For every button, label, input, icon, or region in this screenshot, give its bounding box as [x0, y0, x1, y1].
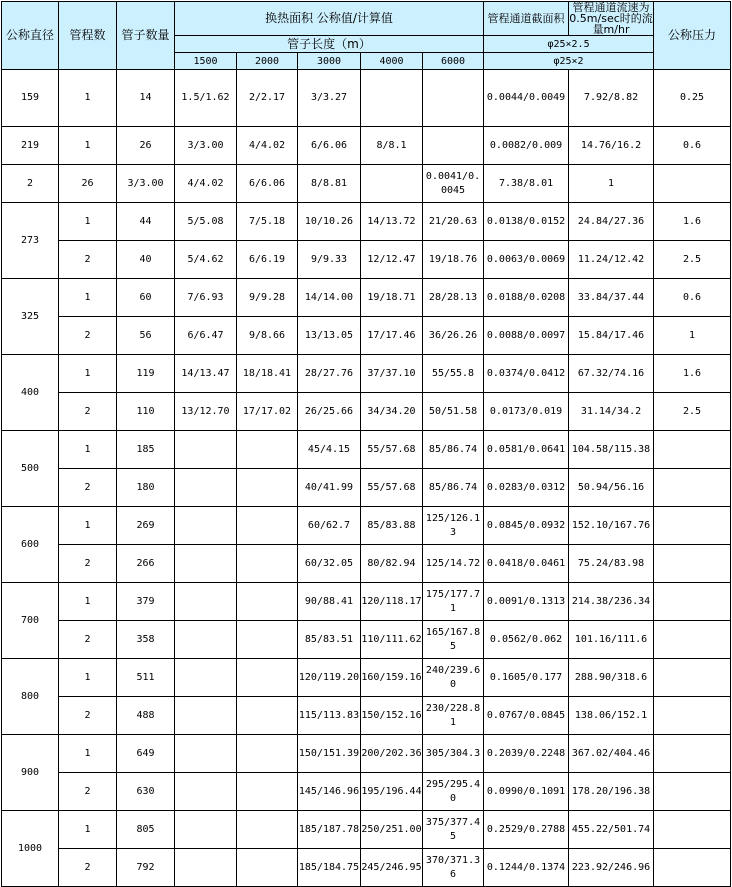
- cell-area-2000: 4/4.02: [237, 127, 298, 165]
- cell-pressure: [654, 811, 731, 849]
- header-flow-rate: 管程通道流速为0.5m/sec时的流量m/hr: [569, 1, 653, 36]
- cell-area-3000: 120/119.20: [298, 659, 361, 697]
- cell-area-3000: 85/83.51: [298, 621, 361, 659]
- cell-passes: 1: [59, 507, 117, 545]
- cell-area-6000: [423, 127, 484, 165]
- cell-area-1500: [175, 545, 237, 583]
- cell-pressure: 0.6: [654, 127, 731, 165]
- cell-area-6000: 175/177.71: [423, 583, 484, 621]
- header-tube-length: 管子长度（m）: [175, 36, 484, 53]
- cell-area-2000: 9/9.28: [237, 279, 298, 317]
- cell-area-3000: 115/113.83: [298, 697, 361, 735]
- cell-area-3000: 26/25.66: [298, 393, 361, 431]
- cell-area-1500: [175, 773, 237, 811]
- table-row: [2, 621, 731, 659]
- cell-pressure: 1.6: [654, 203, 731, 241]
- table-row: [2, 545, 731, 583]
- cell-area-3000: 13/13.05: [298, 317, 361, 355]
- cell-flow-area: 0.0767/0.0845: [484, 697, 569, 735]
- header-tube-spec-b: φ25×2: [484, 53, 654, 70]
- cell-tube-count: 792: [117, 849, 175, 887]
- cell-area-6000: 165/167.85: [423, 621, 484, 659]
- header-length-2000: 2000: [237, 53, 298, 70]
- cell-flow-rate: 11.24/12.42: [569, 241, 654, 279]
- cell-area-4000: 55/57.68: [361, 469, 423, 507]
- cell-flow-rate: 14.76/16.2: [569, 127, 654, 165]
- cell-area-4000: 85/83.88: [361, 507, 423, 545]
- cell-pressure: 1: [654, 317, 731, 355]
- cell-passes: 2: [59, 241, 117, 279]
- table-row: [2, 507, 731, 545]
- cell-area-2000: [237, 697, 298, 735]
- cell-pressure: [654, 431, 731, 469]
- cell-nominal-diameter: 159: [2, 70, 59, 127]
- cell-area-6000: [423, 70, 484, 127]
- cell-tube-count: 511: [117, 659, 175, 697]
- table-row: [2, 127, 731, 165]
- cell-pressure: [654, 469, 731, 507]
- table-row: [2, 279, 731, 317]
- cell-tube-count: 266: [117, 545, 175, 583]
- table-row: [2, 355, 731, 393]
- table-row: [2, 849, 731, 887]
- cell-passes: 2: [59, 697, 117, 735]
- cell-area-4000: 17/17.46: [361, 317, 423, 355]
- cell-area-1500: [175, 735, 237, 773]
- cell-flow-rate: 104.58/115.38: [569, 431, 654, 469]
- cell-tube-count: 358: [117, 621, 175, 659]
- cell-flow-rate: 223.92/246.96: [569, 849, 654, 887]
- cell-tube-count: 40: [117, 241, 175, 279]
- table-row: [2, 659, 731, 697]
- cell-flow-area: 0.0173/0.019: [484, 393, 569, 431]
- cell-nominal-diameter: 400: [2, 355, 59, 431]
- table-row: [2, 165, 731, 203]
- cell-area-1500: 5/5.08: [175, 203, 237, 241]
- cell-flow-area: 0.0082/0.009: [484, 127, 569, 165]
- cell-flow-rate: 15.84/17.46: [569, 317, 654, 355]
- cell-flow-rate: 214.38/236.34: [569, 583, 654, 621]
- cell-pressure: [654, 545, 731, 583]
- cell-tube-count: 185: [117, 431, 175, 469]
- cell-nominal-diameter: 700: [2, 583, 59, 659]
- cell-passes: 1: [59, 811, 117, 849]
- table-row: [2, 241, 731, 279]
- cell-tube-count: 119: [117, 355, 175, 393]
- cell-tube-count: 3/3.00: [117, 165, 175, 203]
- cell-flow-area: 0.0088/0.0097: [484, 317, 569, 355]
- cell-passes: 26: [59, 165, 117, 203]
- cell-flow-area: 0.2039/0.2248: [484, 735, 569, 773]
- cell-tube-count: 805: [117, 811, 175, 849]
- cell-flow-area: 0.1605/0.177: [484, 659, 569, 697]
- cell-tube-count: 649: [117, 735, 175, 773]
- cell-area-2000: 2/2.17: [237, 70, 298, 127]
- cell-nominal-diameter: 800: [2, 659, 59, 735]
- cell-area-6000: 19/18.76: [423, 241, 484, 279]
- cell-area-1500: 7/6.93: [175, 279, 237, 317]
- cell-area-2000: [237, 583, 298, 621]
- cell-area-4000: 14/13.72: [361, 203, 423, 241]
- cell-area-2000: [237, 431, 298, 469]
- cell-area-6000: 0.0041/0.0045: [423, 165, 484, 203]
- cell-area-1500: 4/4.02: [175, 165, 237, 203]
- cell-passes: 1: [59, 355, 117, 393]
- cell-area-4000: 120/118.17: [361, 583, 423, 621]
- cell-flow-area: 0.0581/0.0641: [484, 431, 569, 469]
- cell-area-6000: 230/228.81: [423, 697, 484, 735]
- cell-area-2000: [237, 545, 298, 583]
- cell-flow-area: 7.38/8.01: [484, 165, 569, 203]
- cell-tube-count: 379: [117, 583, 175, 621]
- cell-area-3000: 145/146.96: [298, 773, 361, 811]
- cell-passes: 1: [59, 279, 117, 317]
- cell-tube-count: 180: [117, 469, 175, 507]
- cell-area-1500: 5/4.62: [175, 241, 237, 279]
- cell-area-4000: [361, 70, 423, 127]
- cell-passes: 1: [59, 583, 117, 621]
- header-row: [2, 2, 731, 36]
- cell-flow-rate: 178.20/196.38: [569, 773, 654, 811]
- cell-pressure: 0.6: [654, 279, 731, 317]
- header-tube-count: 管子数量: [117, 2, 175, 70]
- table-row: [2, 431, 731, 469]
- cell-area-3000: 8/8.81: [298, 165, 361, 203]
- cell-area-6000: 85/86.74: [423, 469, 484, 507]
- cell-area-2000: [237, 507, 298, 545]
- cell-flow-area: 0.0091/0.1313: [484, 583, 569, 621]
- cell-area-1500: [175, 811, 237, 849]
- table-row: [2, 70, 731, 127]
- cell-passes: 1: [59, 735, 117, 773]
- cell-area-6000: 21/20.63: [423, 203, 484, 241]
- cell-nominal-diameter: 219: [2, 127, 59, 165]
- cell-area-3000: 45/4.15: [298, 431, 361, 469]
- cell-pressure: [654, 507, 731, 545]
- cell-passes: 2: [59, 317, 117, 355]
- table-row: [2, 773, 731, 811]
- cell-area-1500: [175, 621, 237, 659]
- cell-flow-rate: 138.06/152.1: [569, 697, 654, 735]
- cell-tube-count: 56: [117, 317, 175, 355]
- cell-area-2000: [237, 849, 298, 887]
- cell-area-2000: 6/6.06: [237, 165, 298, 203]
- cell-area-6000: 125/126.13: [423, 507, 484, 545]
- cell-area-6000: 370/371.36: [423, 849, 484, 887]
- cell-area-1500: [175, 469, 237, 507]
- cell-tube-count: 60: [117, 279, 175, 317]
- cell-flow-rate: 7.92/8.82: [569, 70, 654, 127]
- cell-area-3000: 10/10.26: [298, 203, 361, 241]
- cell-flow-rate: 75.24/83.98: [569, 545, 654, 583]
- cell-pressure: [654, 165, 731, 203]
- cell-area-3000: 6/6.06: [298, 127, 361, 165]
- table-row: [2, 697, 731, 735]
- cell-area-4000: 110/111.62: [361, 621, 423, 659]
- cell-flow-area: 0.0283/0.0312: [484, 469, 569, 507]
- table-row: [2, 317, 731, 355]
- cell-passes: 2: [59, 621, 117, 659]
- cell-pressure: [654, 849, 731, 887]
- cell-pressure: [654, 583, 731, 621]
- cell-flow-area: 0.0138/0.0152: [484, 203, 569, 241]
- cell-passes: 1: [59, 203, 117, 241]
- cell-tube-count: 14: [117, 70, 175, 127]
- cell-area-4000: 19/18.71: [361, 279, 423, 317]
- cell-tube-count: 630: [117, 773, 175, 811]
- cell-area-2000: [237, 621, 298, 659]
- cell-area-4000: 34/34.20: [361, 393, 423, 431]
- cell-area-3000: 9/9.33: [298, 241, 361, 279]
- cell-area-4000: 160/159.16: [361, 659, 423, 697]
- cell-area-4000: [361, 165, 423, 203]
- cell-area-1500: [175, 583, 237, 621]
- cell-pressure: 0.25: [654, 70, 731, 127]
- cell-area-3000: 90/88.41: [298, 583, 361, 621]
- cell-area-4000: 80/82.94: [361, 545, 423, 583]
- cell-area-4000: 245/246.95: [361, 849, 423, 887]
- header-heat-area: 换热面积 公称值/计算值: [175, 2, 484, 36]
- cell-passes: 1: [59, 70, 117, 127]
- cell-flow-rate: 31.14/34.2: [569, 393, 654, 431]
- cell-flow-area: 0.2529/0.2788: [484, 811, 569, 849]
- cell-passes: 2: [59, 849, 117, 887]
- cell-area-2000: [237, 469, 298, 507]
- cell-area-1500: 6/6.47: [175, 317, 237, 355]
- header-nominal-diameter: 公称直径: [2, 2, 59, 70]
- heat-exchanger-spec-table: [1, 1, 731, 887]
- cell-area-1500: [175, 849, 237, 887]
- header-length-6000: 6000: [423, 53, 484, 70]
- cell-area-1500: 14/13.47: [175, 355, 237, 393]
- cell-area-3000: 185/184.75: [298, 849, 361, 887]
- cell-pressure: [654, 697, 731, 735]
- cell-area-2000: 17/17.02: [237, 393, 298, 431]
- cell-area-4000: 195/196.44: [361, 773, 423, 811]
- cell-flow-rate: 367.02/404.46: [569, 735, 654, 773]
- cell-area-3000: 60/62.7: [298, 507, 361, 545]
- header-length-4000: 4000: [361, 53, 423, 70]
- cell-area-3000: 60/32.05: [298, 545, 361, 583]
- cell-area-1500: 3/3.00: [175, 127, 237, 165]
- cell-area-2000: [237, 811, 298, 849]
- cell-passes: 1: [59, 127, 117, 165]
- cell-area-4000: 8/8.1: [361, 127, 423, 165]
- cell-area-6000: 36/26.26: [423, 317, 484, 355]
- cell-area-3000: 40/41.99: [298, 469, 361, 507]
- table-body: [2, 2, 731, 887]
- cell-nominal-diameter: 2: [2, 165, 59, 203]
- cell-area-1500: [175, 507, 237, 545]
- cell-tube-count: 110: [117, 393, 175, 431]
- cell-flow-area: 0.0845/0.0932: [484, 507, 569, 545]
- cell-area-3000: 150/151.39: [298, 735, 361, 773]
- cell-area-6000: 375/377.45: [423, 811, 484, 849]
- cell-area-4000: 55/57.68: [361, 431, 423, 469]
- cell-area-6000: 125/14.72: [423, 545, 484, 583]
- table-row: [2, 811, 731, 849]
- cell-passes: 2: [59, 773, 117, 811]
- cell-area-3000: 28/27.76: [298, 355, 361, 393]
- cell-area-6000: 28/28.13: [423, 279, 484, 317]
- cell-area-3000: 14/14.00: [298, 279, 361, 317]
- cell-area-2000: [237, 773, 298, 811]
- cell-area-6000: 295/295.40: [423, 773, 484, 811]
- cell-area-1500: [175, 431, 237, 469]
- cell-nominal-diameter: 900: [2, 735, 59, 811]
- cell-flow-area: 0.0063/0.0069: [484, 241, 569, 279]
- cell-area-3000: 3/3.27: [298, 70, 361, 127]
- cell-area-2000: 7/5.18: [237, 203, 298, 241]
- cell-area-3000: 185/187.78: [298, 811, 361, 849]
- cell-pressure: 1.6: [654, 355, 731, 393]
- cell-flow-rate: 101.16/111.6: [569, 621, 654, 659]
- cell-area-1500: [175, 659, 237, 697]
- cell-area-2000: 18/18.41: [237, 355, 298, 393]
- cell-flow-rate: 24.84/27.36: [569, 203, 654, 241]
- table-row: [2, 393, 731, 431]
- cell-tube-count: 488: [117, 697, 175, 735]
- header-length-3000: 3000: [298, 53, 361, 70]
- cell-pressure: [654, 735, 731, 773]
- cell-nominal-diameter: 500: [2, 431, 59, 507]
- cell-nominal-diameter: 273: [2, 203, 59, 279]
- cell-pressure: [654, 659, 731, 697]
- header-flow-area: 管程通道截面积: [484, 2, 569, 36]
- cell-area-1500: 13/12.70: [175, 393, 237, 431]
- cell-passes: 2: [59, 545, 117, 583]
- cell-flow-area: 0.0562/0.062: [484, 621, 569, 659]
- cell-area-4000: 250/251.00: [361, 811, 423, 849]
- cell-area-2000: 9/8.66: [237, 317, 298, 355]
- cell-flow-rate: 67.32/74.16: [569, 355, 654, 393]
- cell-area-6000: 240/239.60: [423, 659, 484, 697]
- cell-area-1500: [175, 697, 237, 735]
- cell-area-2000: [237, 735, 298, 773]
- table-row: [2, 203, 731, 241]
- table-row: [2, 469, 731, 507]
- cell-flow-area: 0.0990/0.1091: [484, 773, 569, 811]
- cell-area-6000: 305/304.3: [423, 735, 484, 773]
- cell-area-4000: 150/152.16: [361, 697, 423, 735]
- cell-passes: 1: [59, 431, 117, 469]
- cell-tube-count: 26: [117, 127, 175, 165]
- header-tube-spec-a: φ25×2.5: [484, 36, 654, 53]
- cell-flow-area: 0.1244/0.1374: [484, 849, 569, 887]
- cell-pressure: [654, 621, 731, 659]
- cell-flow-rate: 33.84/37.44: [569, 279, 654, 317]
- table-row: [2, 583, 731, 621]
- cell-flow-area: 0.0044/0.0049: [484, 70, 569, 127]
- cell-area-2000: 6/6.19: [237, 241, 298, 279]
- cell-flow-rate: 455.22/501.74: [569, 811, 654, 849]
- cell-area-6000: 85/86.74: [423, 431, 484, 469]
- cell-passes: 2: [59, 469, 117, 507]
- cell-tube-count: 44: [117, 203, 175, 241]
- table-row: [2, 735, 731, 773]
- cell-flow-area: 0.0418/0.0461: [484, 545, 569, 583]
- cell-flow-rate: 288.90/318.6: [569, 659, 654, 697]
- cell-nominal-diameter: 600: [2, 507, 59, 583]
- cell-pressure: 2.5: [654, 393, 731, 431]
- cell-area-6000: 55/55.8: [423, 355, 484, 393]
- cell-pressure: 2.5: [654, 241, 731, 279]
- cell-area-4000: 12/12.47: [361, 241, 423, 279]
- cell-area-4000: 200/202.36: [361, 735, 423, 773]
- cell-area-4000: 37/37.10: [361, 355, 423, 393]
- cell-flow-rate: 1: [569, 165, 654, 203]
- cell-nominal-diameter: 325: [2, 279, 59, 355]
- cell-flow-rate: 50.94/56.16: [569, 469, 654, 507]
- cell-area-6000: 50/51.58: [423, 393, 484, 431]
- cell-flow-area: 0.0374/0.0412: [484, 355, 569, 393]
- header-pressure: 公称压力: [654, 2, 731, 70]
- cell-area-2000: [237, 659, 298, 697]
- cell-area-1500: 1.5/1.62: [175, 70, 237, 127]
- cell-passes: 2: [59, 393, 117, 431]
- cell-flow-rate: 152.10/167.76: [569, 507, 654, 545]
- header-length-1500: 1500: [175, 53, 237, 70]
- header-tube-passes: 管程数: [59, 2, 117, 70]
- cell-passes: 1: [59, 659, 117, 697]
- cell-nominal-diameter: 1000: [2, 811, 59, 887]
- cell-flow-area: 0.0188/0.0208: [484, 279, 569, 317]
- cell-tube-count: 269: [117, 507, 175, 545]
- cell-pressure: [654, 773, 731, 811]
